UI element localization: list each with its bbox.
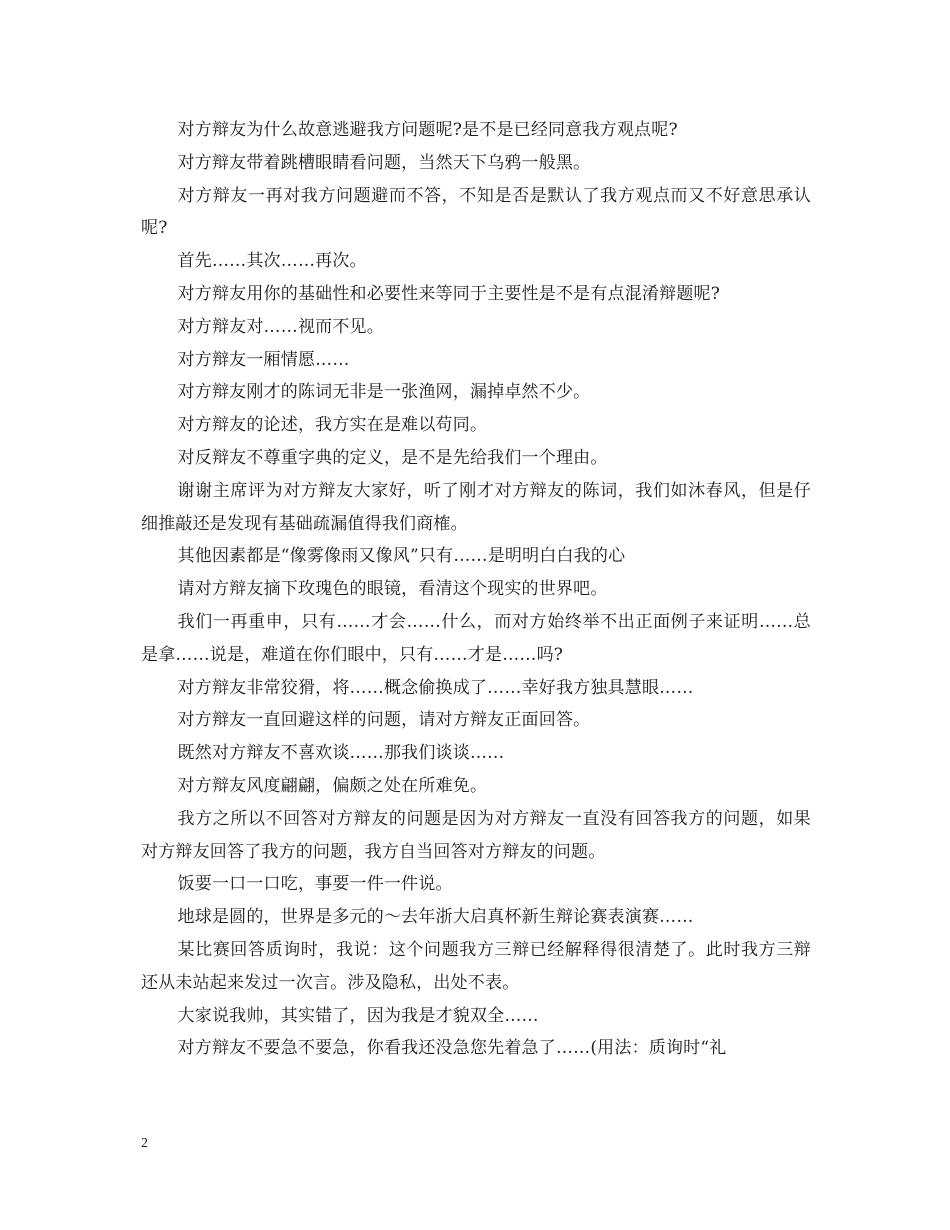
- paragraph: 对方辩友用你的基础性和必要性来等同于主要性是不是有点混淆辩题呢?: [177, 283, 721, 304]
- paragraph: 对方辩友不要急不要急，你看我还没急您先着急了……(用法：质询时“礼: [177, 1038, 727, 1059]
- paragraph: 地球是圆的，世界是多元的～去年浙大启真杯新生辩论赛表演赛……: [177, 907, 694, 928]
- paragraph: 对方辩友对……视而不见。: [177, 316, 384, 337]
- paragraph: 对方辩友为什么故意逃避我方问题呢?是不是已经同意我方观点呢?: [177, 120, 678, 140]
- paragraph: 对反辩友不尊重字典的定义，是不是先给我们一个理由。: [177, 447, 608, 468]
- paragraph: 饭要一口一口吃，事要一件一件说。: [177, 874, 453, 895]
- page-number: 2: [141, 1136, 148, 1151]
- paragraph: 对方辩友一厢情愿……: [177, 349, 350, 370]
- paragraph: 我方之所以不回答对方辩友的问题是因为对方辩友一直没有回答我方的问题，如果对方辩友回答了我方的问题，我方自当回答对方辩友的问题。: [141, 808, 811, 862]
- paragraph: 谢谢主席评为对方辩友大家好，听了刚才对方辩友的陈词，我们如沐春风，但是仔细推敲还是发现有基础疏漏值得我们商榷。: [141, 480, 811, 534]
- paragraph: 对方辩友一再对我方问题避而不答，不知是否是默认了我方观点而又不好意思承认呢?: [141, 185, 811, 239]
- paragraph: 对方辩友带着跳槽眼睛看问题，当然天下乌鸦一般黑。: [177, 152, 591, 173]
- paragraph: 对方辩友的论述，我方实在是难以苟同。: [177, 415, 488, 436]
- document-body: [141, 114, 811, 1065]
- paragraph: 对方辩友刚才的陈词无非是一张渔网，漏掉卓然不少。: [177, 382, 591, 403]
- paragraph: 我们一再重申，只有……才会……什么，而对方始终举不出正面例子来证明……总是拿……说是，难道在你们眼中，只有……才是……吗?: [141, 611, 811, 665]
- paragraph: 某比赛回答质询时，我说：这个问题我方三辩已经解释得很清楚了。此时我方三辩还从未站起来发过一次言。涉及隐私，出处不表。: [141, 939, 811, 993]
- paragraph: 对方辩友一直回避这样的问题，请对方辩友正面回答。: [177, 710, 591, 731]
- paragraph: 既然对方辩友不喜欢谈……那我们谈谈……: [177, 743, 505, 764]
- paragraph: 首先……其次……再次。: [177, 251, 367, 272]
- paragraph: 对方辩友非常狡猾，将……概念偷换成了……幸好我方独具慧眼……: [177, 677, 694, 698]
- paragraph: 对方辩友风度翩翩，偏颇之处在所难免。: [177, 775, 488, 796]
- paragraph: 其他因素都是“像雾像雨又像风”只有……是明明白白我的心: [177, 546, 626, 567]
- paragraph: 请对方辩友摘下玫瑰色的眼镜，看清这个现实的世界吧。: [177, 579, 608, 600]
- paragraph: 大家说我帅，其实错了，因为我是才貌双全……: [177, 1005, 539, 1026]
